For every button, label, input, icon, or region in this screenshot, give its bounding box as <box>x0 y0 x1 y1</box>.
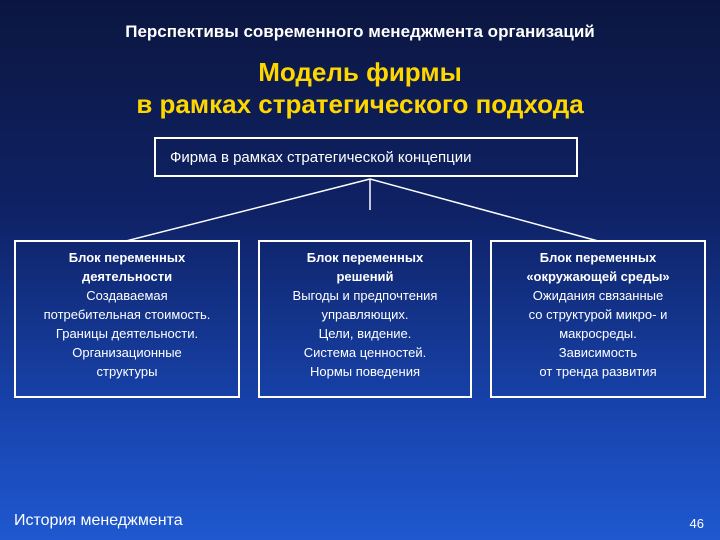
block-activity-variables <box>14 240 240 398</box>
block-title-line: решений <box>336 269 394 284</box>
course-title: История менеджмента <box>14 512 183 529</box>
block-environment-variables <box>490 240 706 398</box>
block-text-line: управляющих. <box>321 307 409 322</box>
connector-right <box>370 179 598 241</box>
block-text-line: Система ценностей. <box>303 345 427 360</box>
block-title-line: Блок переменных <box>306 250 424 265</box>
block-text-line: Выгоды и предпочтения <box>292 288 438 303</box>
title-line-1: Модель фирмы <box>258 57 462 87</box>
slide-header: Перспективы современного менеджмента организаций <box>125 22 595 41</box>
block-text-line: потребительная стоимость. <box>43 307 211 322</box>
block-text-line: Создаваемая <box>86 288 168 303</box>
root-concept-label: Фирма в рамках стратегической концепции <box>170 148 472 166</box>
block-decision-variables <box>258 240 472 398</box>
block-text-line: Зависимость <box>558 345 638 360</box>
block-text-line: макросреды. <box>559 326 637 341</box>
page-number: 46 <box>689 516 704 531</box>
block-text-line: со структурой микро- и <box>528 307 668 322</box>
title-line-2: в рамках стратегического подхода <box>136 89 584 119</box>
block-text-line: Нормы поведения <box>309 364 420 379</box>
connector-left <box>126 179 370 241</box>
block-text-line: Цели, видение. <box>318 326 412 341</box>
block-text-line: Границы деятельности. <box>55 326 199 341</box>
block-title-line: Блок переменных <box>68 250 186 265</box>
block-text-line: структуры <box>96 364 158 379</box>
block-title-line: деятельности <box>81 269 173 284</box>
block-text-line: Ожидания связанные <box>532 288 664 303</box>
block-title-line: Блок переменных <box>539 250 657 265</box>
block-title-line: «окружающей среды» <box>526 269 670 284</box>
block-text-line: Организационные <box>72 345 182 360</box>
block-text-line: от тренда развития <box>539 364 657 379</box>
